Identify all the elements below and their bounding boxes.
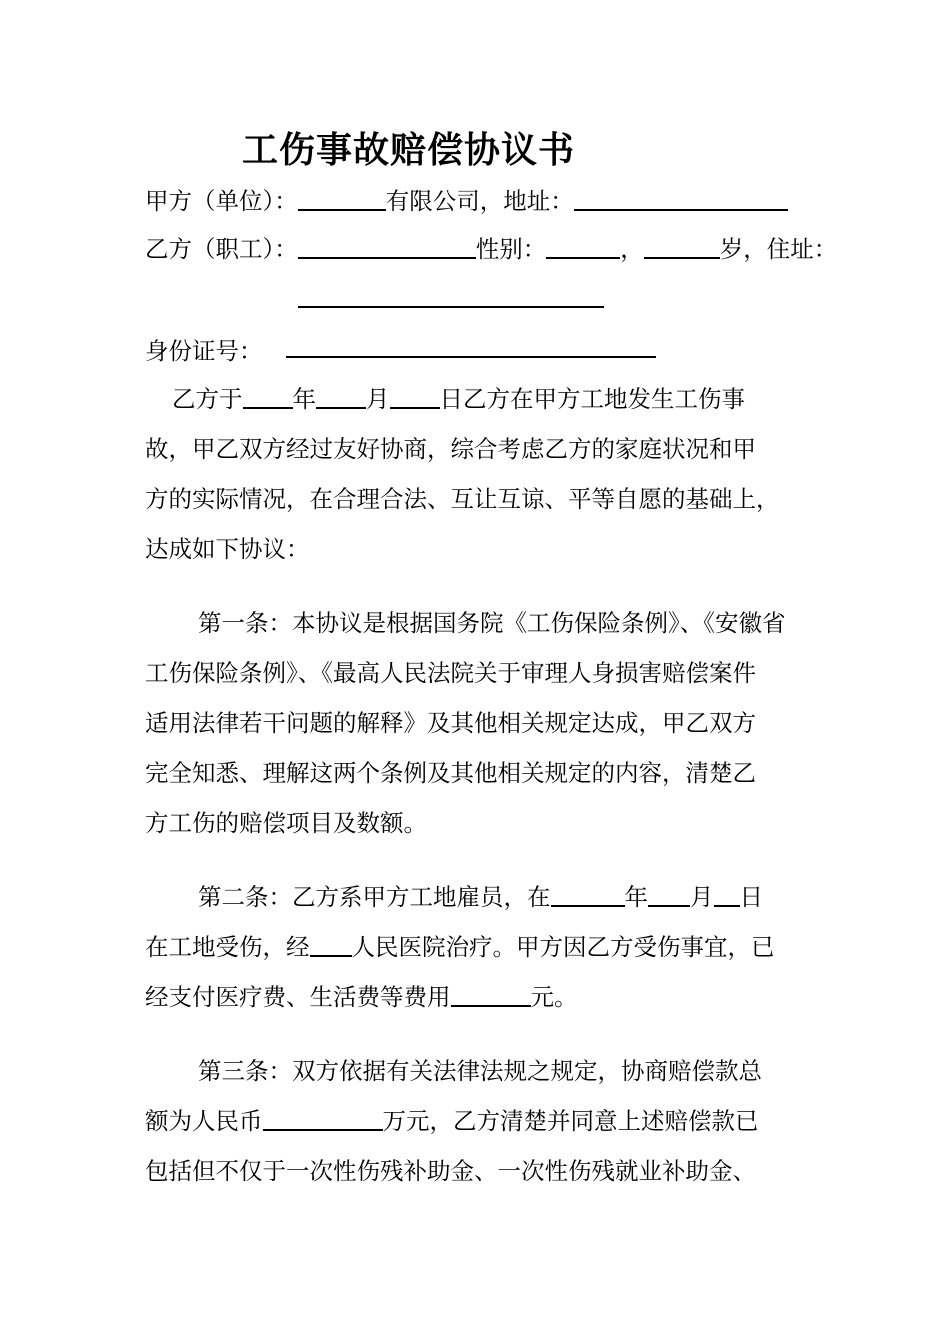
article-1-line-2: 工伤保险条例》、《最高人民法院关于审理人身损害赔偿案件 xyxy=(145,659,756,687)
id-line xyxy=(145,336,263,366)
article-2-line-2 xyxy=(145,932,775,962)
intro-line-2: 故，甲乙双方经过友好协商，综合考虑乙方的家庭状况和甲 xyxy=(145,435,756,463)
article-2-line-1 xyxy=(198,882,763,912)
blank-gender xyxy=(546,235,620,259)
gender-label: 性别： xyxy=(475,235,547,263)
article-1-line-3: 适用法律若干问题的解释》及其他相关规定达成，甲乙双方 xyxy=(145,709,756,737)
intro-line-4: 达成如下协议： xyxy=(145,535,310,563)
blank-injury-day xyxy=(714,883,740,907)
intro-text: 日乙方在甲方工地发生工伤事 xyxy=(439,385,745,413)
party-a-line xyxy=(145,186,788,216)
party-a-label: 甲方（单位）： xyxy=(145,187,298,215)
article-2-line-3 xyxy=(145,982,578,1012)
article-1-line-4: 完全知悉、理解这两个条例及其他相关规定的内容，清楚乙 xyxy=(145,759,756,787)
blank-paid-amount xyxy=(451,983,531,1007)
year-label: 年 xyxy=(624,883,648,911)
article-2-text: 在工地受伤，经 xyxy=(145,933,310,961)
intro-text: 乙方于 xyxy=(172,385,243,413)
month-label: 月 xyxy=(366,385,390,413)
blank-injury-month xyxy=(648,883,690,907)
article-1-line-5: 方工伤的赔偿项目及数额。 xyxy=(145,809,427,837)
blank-hospital xyxy=(310,933,352,957)
article-3-line-1: 第三条：双方依据有关法律法规之规定，协商赔偿款总 xyxy=(198,1057,762,1085)
blank-worker-name xyxy=(298,235,476,259)
blank-company-address xyxy=(574,187,788,211)
blank-company-name xyxy=(298,187,386,211)
blank-age xyxy=(644,235,720,259)
article-2-text: 人民医院治疗。甲方因乙方受伤事宜，已 xyxy=(351,933,775,961)
article-3-text: 额为人民币 xyxy=(145,1107,263,1135)
party-b-line xyxy=(145,234,837,264)
article-2-text: 经支付医疗费、生活费等费用 xyxy=(145,983,451,1011)
blank-injury-year xyxy=(551,883,625,907)
blank-day xyxy=(390,385,440,409)
article-2-text: 元。 xyxy=(530,983,578,1011)
blank-compensation-amount xyxy=(263,1107,383,1131)
intro-line-1 xyxy=(172,384,745,414)
article-2-text: 第二条：乙方系甲方工地雇员，在 xyxy=(198,883,551,911)
id-label: 身份证号： xyxy=(145,337,263,365)
article-1-line-1: 第一条：本协议是根据国务院《工伤保险条例》、《安徽省 xyxy=(198,609,786,637)
day-label: 日 xyxy=(739,883,763,911)
blank-worker-address xyxy=(298,306,604,308)
blank-id-number xyxy=(286,356,656,358)
age-address-label: 岁，住址： xyxy=(719,235,838,263)
intro-line-3: 方的实际情况，在合理合法、互让互谅、平等自愿的基础上， xyxy=(145,485,780,513)
party-a-company-suffix: 有限公司，地址： xyxy=(385,187,574,215)
blank-month xyxy=(316,385,366,409)
month-label: 月 xyxy=(690,883,714,911)
party-b-label: 乙方（职工）： xyxy=(145,235,298,263)
document-title: 工伤事故赔偿协议书 xyxy=(242,129,576,171)
year-label: 年 xyxy=(292,385,316,413)
article-3-line-2 xyxy=(145,1106,759,1136)
blank-year xyxy=(243,385,293,409)
article-3-text: 万元，乙方清楚并同意上述赔偿款已 xyxy=(382,1107,759,1135)
article-3-line-3: 包括但不仅于一次性伤残补助金、一次性伤残就业补助金、 xyxy=(145,1157,756,1185)
comma: ， xyxy=(620,235,644,263)
